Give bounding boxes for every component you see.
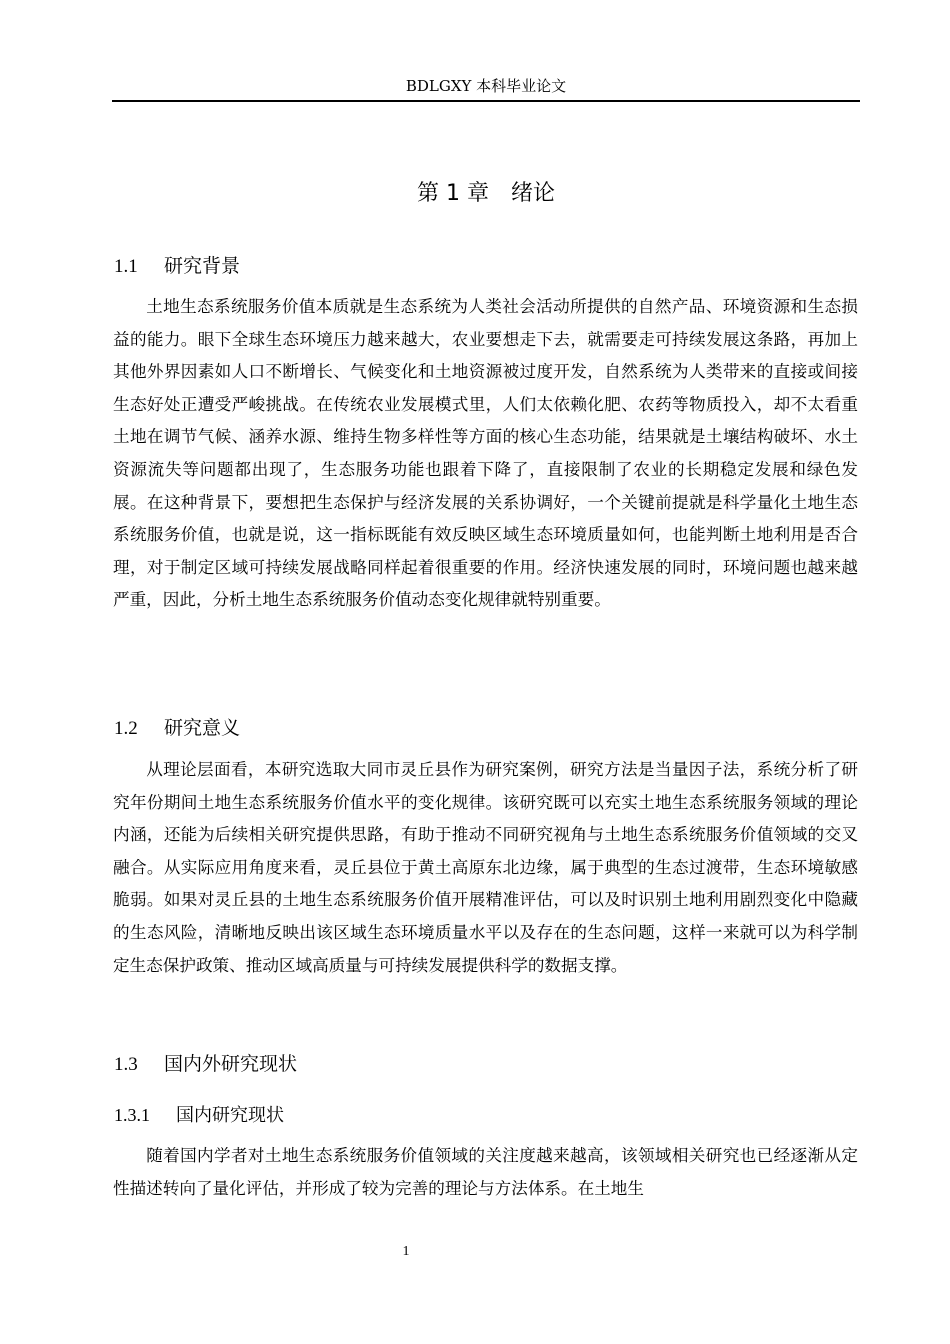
section-number: 1.1 — [114, 256, 138, 277]
chapter-name: 绪论 — [510, 181, 555, 206]
chapter-number: 第 1 章 — [417, 181, 489, 206]
section-paragraph-1-2: 从理论层面看，本研究选取大同市灵丘县作为研究案例，研究方法是当量因子法，系统分析了研究年份期间土地生态系统服务价值水平的变化规律。该研究既可以充实土地生态系统服务领域的理论内涵，还能为后续相关研究提供思路，有助于推动不同研究视角与土地生态系统服务价值领域的交叉融合。从实际应用角度来看，灵丘县位于黄土高原东北边缘，属于典型的生态过渡带，生态环境敏感脆弱。如果对灵丘县的土地生态系统服务价值开展精准评估，可以及时识别土地利用剧烈变化中隐藏的生态风险，清晰地反映出该区域生态环境质量水平以及存在的生态问题，这样一来就可以为科学制定生态保护政策、推动区域高质量与可持续发展提供科学的数据支撑。 — [113, 760, 858, 975]
section-heading-1-3 — [114, 1050, 297, 1079]
section-heading-1-2 — [114, 714, 240, 743]
section-heading-1-1 — [114, 252, 240, 281]
section-number: 1.3.1 — [114, 1105, 150, 1125]
section-title: 国内外研究现状 — [164, 1053, 298, 1075]
chapter-title — [112, 178, 860, 210]
section-title: 国内研究现状 — [176, 1105, 284, 1126]
section-number: 1.3 — [114, 1054, 138, 1075]
section-number: 1.2 — [114, 718, 138, 739]
section-heading-1-3-1 — [114, 1101, 284, 1130]
section-paragraph-1-1: 土地生态系统服务价值本质就是生态系统为人类社会活动所提供的自然产品、环境资源和生态损益的能力。眼下全球生态环境压力越来越大，农业要想走下去，就需要走可持续发展这条路，再加上其他外界因素如人口不断增长、气候变化和土地资源被过度开发，自然系统为人类带来的直接或间接生态好处正遭受严峻挑战。在传统农业发展模式里，人们太依赖化肥、农药等物质投入，却不太看重土地在调节气候、涵养水源、维持生物多样性等方面的核心生态功能，结果就是土壤结构破坏、水土资源流失等问题都出现了，生态服务功能也跟着下降了，直接限制了农业的长期稳定发展和绿色发展。在这种背景下，要想把生态保护与经济发展的关系协调好，一个关键前提就是科学量化土地生态系统服务价值，也就是说，这一指标既能有效反映区域生态环境质量如何，也能判断土地利用是否合理，对于制定区域可持续发展战略同样起着很重要的作用。经济快速发展的同时，环境问题也越来越严重，因此，分析土地生态系统服务价值动态变化规律就特别重要。 — [113, 297, 858, 610]
page-number: 1 — [402, 1244, 410, 1259]
section-title: 研究背景 — [164, 255, 241, 277]
running-header: BDLGXY 本科毕业论文 — [405, 77, 567, 95]
section-paragraph-1-3-1: 随着国内学者对土地生态系统服务价值领域的关注度越来越高，该领域相关研究也已经逐渐从定性描述转向了量化评估，并形成了较为完善的理论与方法体系。在土地生 — [113, 1146, 858, 1198]
header-rule — [112, 100, 860, 102]
section-title: 研究意义 — [164, 717, 241, 739]
